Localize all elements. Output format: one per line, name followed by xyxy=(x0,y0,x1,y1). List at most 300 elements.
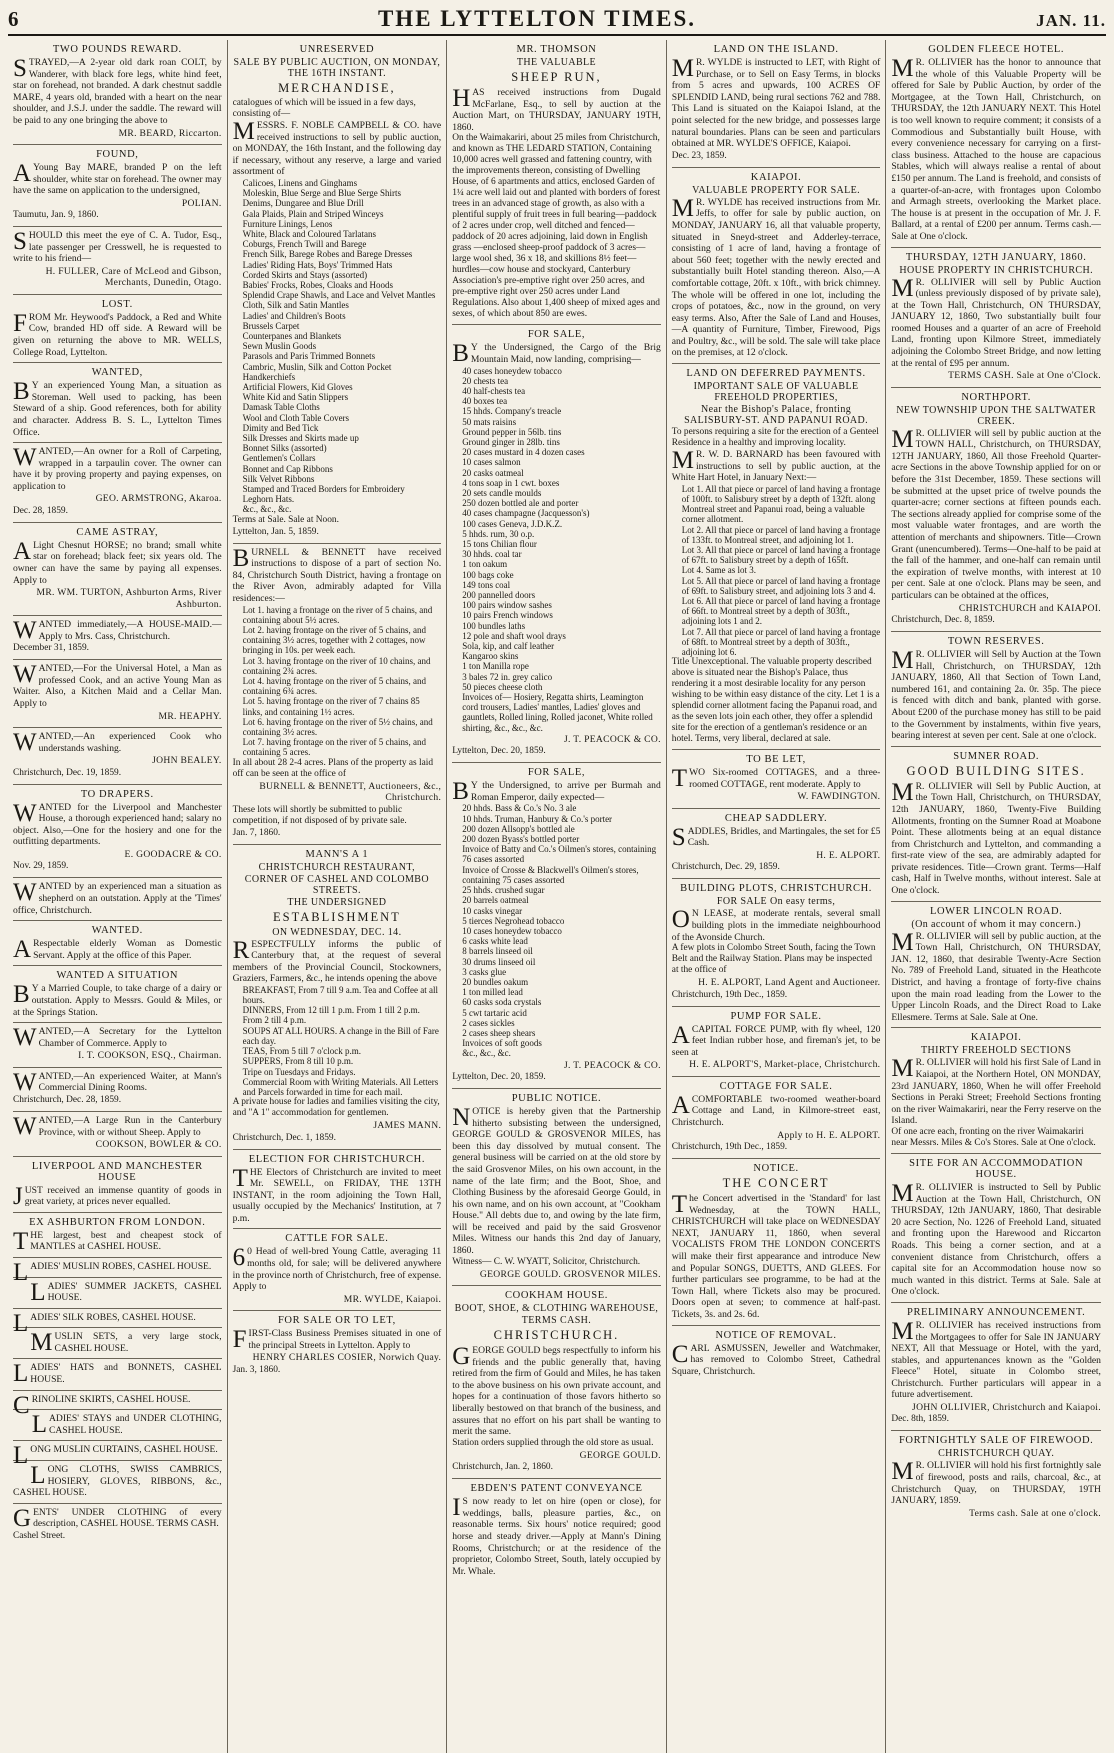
ad-body: THE Electors of Christchurch are invited to meet Mr. SEWELL, on FRIDAY, THE 13TH INSTANT, in the room adjoining the Town Hall, usually occupied by the Mechanics' Institution, at 7 p.m. xyxy=(232,1164,442,1224)
advertisement xyxy=(233,544,442,845)
ad-list-item: Lot 1. All that piece or parcel of land having a frontage of 100ft. to Salisbury street by a depth of 132ft. along Montreal street and Papanui road, being a valuable corner allotment. xyxy=(681,483,881,525)
ad-list-item: Calicoes, Linens and Ginghams xyxy=(242,177,358,188)
ad-list-item: 40 cases champagne (Jacquesson's) xyxy=(462,508,590,519)
masthead xyxy=(8,6,1106,36)
ad-date: Christchurch, Dec. 29, 1859. xyxy=(671,862,780,873)
ad-list-item: 20 casks oatmeal xyxy=(462,467,524,478)
ad-list-item: 3 bales 72 in. grey calico xyxy=(462,671,553,682)
ad-body: WANTED by an experienced man a situation as shepherd on an outstation. Apply at the 'Times' office, Christchurch. xyxy=(13,879,222,916)
advertisement xyxy=(891,1028,1101,1154)
ad-signature: BURNELL & BENNETT, Auctioneers, &c., Christchurch. xyxy=(259,780,442,804)
ad-body: WANTED immediately,—A HOUSE-MAID.—Apply to Mrs. Cass, Christchurch. xyxy=(13,617,222,645)
advertisement xyxy=(13,1504,222,1547)
advertisement xyxy=(672,809,881,880)
ad-heading: ELECTION FOR CHRISTCHURCH. xyxy=(248,1153,426,1165)
ad-body: WANTED,—A Secretary for the Lyttelton Chamber of Commerce. Apply to xyxy=(13,1024,222,1052)
ad-body: WANTED for the Liverpool and Manchester House, a thorough experienced hand; salary no object. Also,—One for the hosiery and one for the outfitting departments. xyxy=(13,799,222,848)
ad-date: Lyttelton, Dec. 20, 1859. xyxy=(452,1071,546,1082)
ad-list-item: Kangaroo skins xyxy=(462,651,519,662)
ad-date: Cashel Street. xyxy=(13,1531,66,1541)
page-number: 6 xyxy=(8,7,19,31)
ad-list-item: 6 casks white lead xyxy=(462,936,528,947)
ad-date: Lyttelton, Dec. 20, 1859. xyxy=(452,746,546,757)
advertisement xyxy=(13,1258,222,1286)
ad-note: These lots will shortly be submitted to public competition, if not disposed of by private sale. xyxy=(232,804,407,826)
ad-heading: NOTICE OF REMOVAL. xyxy=(715,1329,837,1341)
ad-list-item: Lot 2. All that piece or parcel of land having a frontage of 133ft. to Montreal street, and adjoining lot 1. xyxy=(681,524,881,545)
ad-body: THE largest, best and cheapest stock of MANTLES at CASHEL HOUSE. xyxy=(13,1227,222,1255)
ad-note: In all about 28 2-4 acres. Plans of the property as laid off can be seen at the office of xyxy=(232,757,434,779)
advertisement xyxy=(13,1157,222,1213)
ad-list-item: 200 dozen Byass's bottled porter xyxy=(462,834,580,845)
ad-body: ON LEASE, at moderate rentals, several small building plots in the immediate neighbourhood of the Avonside Church. xyxy=(671,906,881,943)
ad-list-item: 200 dozen Allsopp's bottled ale xyxy=(462,823,575,834)
ad-list-item: 5 tierces Negrohead tobacco xyxy=(462,915,565,926)
ad-subheading: Near the Bishop's Palace, fronting SALISBURY-ST. AND PAPANUI ROAD. xyxy=(684,404,869,427)
ad-heading: CATTLE FOR SALE. xyxy=(285,1233,389,1245)
ad-body: HAS received instructions from Dugald McFarlane, Esq., to sell by auction at the Auction Mart, on THURSDAY, JANUARY 19TH, 1860. xyxy=(452,85,661,133)
ad-body: GENTS' UNDER CLOTHING of every description, CASHEL HOUSE. TERMS CASH. xyxy=(13,1504,222,1532)
ad-list-item: 10 cases salmon xyxy=(462,457,521,468)
advertisement xyxy=(672,750,881,809)
ad-heading: BUILDING PLOTS, CHRISTCHURCH. xyxy=(680,883,872,895)
ad-list-item: Artificial Flowers, Kid Gloves xyxy=(242,382,353,393)
ad-display-line: THE CONCERT xyxy=(722,1176,830,1191)
ad-heading: KAIAPOI. xyxy=(970,1032,1022,1044)
ad-list-item: 4 tons soap in 1 cwt. boxes xyxy=(462,477,560,488)
advertisement xyxy=(13,1461,222,1504)
ad-date: Dec. 28, 1859. xyxy=(13,505,68,516)
ad-body: LADIES' SUMMER JACKETS, CASHEL HOUSE. xyxy=(30,1278,222,1306)
ad-signature: Apply to H. E. ALPORT. xyxy=(777,1129,881,1141)
ad-heading: FOR SALE OR TO LET, xyxy=(277,1315,396,1327)
ad-body: AYoung Bay MARE, branded P on the left shoulder, white star on forehead. The owner may have the same on application to the undersigned, xyxy=(13,159,222,197)
ad-heading: CHEAP SADDLERY. xyxy=(724,812,828,824)
ad-list-item: 1 ton Manilla rope xyxy=(462,661,529,672)
ad-list-item: 40 cases honeydew tobacco xyxy=(462,365,562,376)
ad-body: MR. WYLDE has received instructions from Mr. Jeffs, to offer for sale by public auction, on MONDAY, JANUARY 16, all that valuable property, situated in Sneyd-street and Adderley-terrace, consisting of 1 acre of land, having a frontage of about 560 feet; together with the newly erected and substantially built Hotel standing thereon. Also,—A comfortable cottage, 20ft. x 10ft., with brick chimney. The whole will be offered in one lot, including the crops of potatoes, &c., now in the ground, on very easy terms. Also, After the Sale of Land and Houses,—A quantity of Furniture, Timber, Firewood, Pigs and Poultry, &c., will be sold. The sale will take place on the premises, at 12 o'clock. xyxy=(671,194,881,359)
ad-list-item: 20 cases mustard in 4 dozen cases xyxy=(462,447,585,458)
ad-list-item: Lot 5. All that piece or parcel of land having a frontage of 69ft. to Salisbury street, and adjoining lots 3 and 4. xyxy=(681,575,881,596)
ad-signature: H. E. ALPORT, Land Agent and Auctioneer. xyxy=(698,977,881,989)
ad-date: Christchurch, Dec. 1, 1859. xyxy=(232,1132,336,1143)
ad-body: MR. OLLIVIER will sell by public auction at the TOWN HALL, Christchurch, on THURSDAY, 12TH JANUARY, 1860, All those Freehold Quarter-acre Sections in the above Township applied for on or before the 31st December, 1859. These sections will be submitted at the upset price of twelve pounds the quarter-acre; corner sections at fifteen pounds each. The sections already applied for comprise some of the most valuable water frontages, and are worth the attention of merchants and shipowners. Title—Crown Grant (unencumbered). Terms—One-half to be paid at the fall of the hammer, and one-half can remain until the expiration of twelve months, with interest at 10 per cent. Sale at one o'clock. Plans may be seen, and particulars can be obtained at the offices, xyxy=(891,425,1101,601)
ad-list-item: Ladies' and Children's Boots xyxy=(242,310,346,321)
advertisement xyxy=(672,1326,881,1382)
advertisement xyxy=(13,523,222,616)
ad-subheading: IMPORTANT SALE OF VALUABLE FREEHOLD PROPERTIES, xyxy=(693,381,859,404)
ad-list-item: Lot 1. having a frontage on the river of 5 chains, and containing about 5½ acres. xyxy=(242,604,433,625)
ad-note: Title Unexceptional. The valuable property described above is situated near the Bishop's Palace, thus rendering it a most desirable locality for any person wishing to be within easy distance of the city. Let 1 is a splendid corner allotment facing the Papanui road, and as the seven lots join each other, they offer a splendid site for the erection of a gentleman's residence or an hotel. Terms, very liberal, declared at sale. xyxy=(671,657,880,745)
ad-note: Witness— C. W. WYATT, Solicitor, Christchurch. xyxy=(452,1256,641,1267)
ad-heading: PRELIMINARY ANNOUNCEMENT. xyxy=(907,1306,1086,1318)
ad-list-item: Lot 2. having frontage on the river of 5 chains, and containing 3½ acres, together with 2 cottages, now bringing in 10s. per week each. xyxy=(242,625,427,656)
ad-note: On the Waimakariri, about 25 miles from Christchurch, and known as THE LEDARD STATION, Containing 10,000 acres well grassed and fattening country, with the improvements thereon, consisting of Dwelling House, of 6 apartments and attics, enclosed Garden of 1¼ acre well laid out and planted with borders of forest trees in an advanced stage of growth, as also with a plentiful supply of fruit trees in full bearing—paddock of 2 acres under crop, well ditched and fenced—paddock of 20 acres adjoining, laid down in English grass —enclosed sheep-proof paddock of 3 acres—large wool shed, 36 x 18, and skillions 8½ feet—hurdles—cow house and stockyard, Canterbury Association's pre-emptive right over 250 acres, and pre-emptive right over 250 acres under Land Regulations. Also about 1,400 sheep of mixed ages and sexes, of which about 850 are ewes. xyxy=(452,133,661,320)
ad-body: ARespectable elderly Woman as Domestic Servant. Apply at the office of this Paper. xyxy=(13,936,222,964)
ad-heading: NOTICE. xyxy=(753,1163,799,1175)
ad-list-item: &c., &c., &c. xyxy=(462,1048,511,1059)
ad-heading: WANTED. xyxy=(91,925,143,937)
ad-subheading: THE UNDERSIGNED xyxy=(287,896,387,908)
ad-list-item: Counterpanes and Blankets xyxy=(242,331,342,342)
ad-signature: MR. WM. TURTON, Ashburton Arms, River Ashburton. xyxy=(36,587,222,610)
ad-heading: TO DRAPERS. xyxy=(80,788,154,800)
ad-list-item: 100 bags coke xyxy=(462,569,514,580)
ad-subheading: CHRISTCHURCH RESTAURANT, xyxy=(258,861,416,873)
ad-body: STRAYED,—A 2-year old dark roan COLT, by Wanderer, with black fore legs, white hind feet, star on forehead, not branded. A dark chestnut saddle MARE, 4 years old, branded with a heart on the near shoulder, and J.S.J. under the saddle. The reward will be paid to any one bringing the above to xyxy=(13,55,222,126)
ad-heading: LAND ON DEFERRED PAYMENTS. xyxy=(686,368,866,380)
ad-list-item: Denims, Dungaree and Blue Drill xyxy=(242,198,364,209)
ad-note: Terms at Sale. Sale at Noon. xyxy=(232,514,339,525)
advertisement xyxy=(672,364,881,750)
ad-body: 60 Head of well-bred Young Cattle, averaging 11 months old, for sale; will be delivered anywhere in the province north of Christchurch, free of expense. Apply to xyxy=(232,1244,442,1293)
ad-body: SHOULD this meet the eye of C. A. Tudor, Esq., late passenger per Cresswell, he is requested to write to his friend— xyxy=(13,228,222,265)
ad-heading: LAND ON THE ISLAND. xyxy=(713,44,839,55)
ad-list-item: Lot 4. Same as lot 3. xyxy=(681,565,757,576)
ad-display-line: SHEEP RUN, xyxy=(511,70,602,84)
ad-heading: SITE FOR AN ACCOMMODATION HOUSE. xyxy=(909,1157,1084,1180)
ad-list-item: Wool and Cloth Table Covers xyxy=(242,412,350,423)
ad-body: MR. WYLDE is instructed to LET, with Right of Purchase, or to Sell on Easy Terms, in blocks from 5 acres and upwards, 100 ACRES OF SPLENDID LAND, being rural sections 762 and 788. This Land is situated on the Kaiapoi Island, at the point selected for the new bridge, and possesses large natural boundaries. Plans can be seen and particulars obtained at MR. WYLDE'S OFFICE, Kaiapoi. xyxy=(671,55,881,150)
ad-date: Christchurch, Dec. 19, 1859. xyxy=(13,767,122,778)
ad-list-item: 20 sets candle moulds xyxy=(462,488,542,498)
ad-list-item: Gentlemen's Collars xyxy=(242,453,316,464)
ad-list-item: 200 pannelled doors xyxy=(462,590,536,601)
ad-body: SADDLES, Bridles, and Martingales, the set for £5 Cash. xyxy=(671,823,881,851)
advertisement xyxy=(13,785,222,879)
ad-list-item: &c., &c., &c. xyxy=(242,504,292,515)
ad-body: MR. OLLIVIER has the honor to announce that the whole of this Valuable Property will be offered for Sale by Public Auction, by order of the Mortgagee, at the Town Hall, Christchurch, on THURSDAY, the 12th JANUARY NEXT. This Hotel is too well known to require comment; it consists of a Commodious and Substantially built House, with every convenience necessary for carrying on a first-class business. Attached to the house are capacious Stables, which will always realise a rental of about £150 per annum. The Land is freehold, and consists of a quarter-of-an-acre, with frontages upon Colombo and Armagh streets, overlooking the Market place. The house is at present in the occupation of Mr. J. F. Ballard, at a rental of £200 per annum. Terms cash.—Sale at One o'clock. xyxy=(891,55,1101,242)
ad-body: WANTED,—A Large Run in the Canterbury Province, with or without Sheep. Apply to xyxy=(13,1112,222,1140)
advertisement xyxy=(13,1309,222,1337)
ad-body: CRINOLINE SKIRTS, CASHEL HOUSE. xyxy=(13,1391,191,1419)
ad-list-item: 20 barrels oatmeal xyxy=(462,895,529,906)
ad-list-item: Coburgs, French Twill and Barege xyxy=(242,239,367,250)
ad-list-item: 15 tons Chilian flour xyxy=(462,539,537,550)
ad-signature: JOHN OLLIVIER, Christchurch and Kaiapoi. xyxy=(912,1402,1101,1414)
ad-date: Lyttelton, Jan. 5, 1859. xyxy=(232,526,319,537)
ad-list-item: Parasols and Paris Trimmed Bonnets xyxy=(242,351,376,362)
ad-body: BURNELL & BENNETT have received instructions to dispose of a part of section No. 84, Christchurch South District, having a frontage on the River Avon, admirably adapted for Villa residences:— xyxy=(232,544,442,605)
ad-list-item: Stamped and Traced Borders for Embroidery xyxy=(242,484,405,495)
ad-list-item: Invoice of Batty and Co.'s Oilmen's stores, containing 76 cases assorted xyxy=(462,844,657,865)
advertisement xyxy=(672,1077,881,1159)
issue-date: JAN. 11. xyxy=(1036,11,1106,30)
ad-list-item: White, Black and Coloured Tarlatans xyxy=(242,228,377,239)
ad-heading: TWO POUNDS REWARD. xyxy=(52,44,182,55)
ad-list-item: 20 hhds. Bass & Co.'s No. 3 ale xyxy=(462,803,577,814)
ad-heading: COOKHAM HOUSE. xyxy=(505,1290,608,1302)
ad-list-item: Lot 6. having frontage on the river of 5½ chains, and containing 3½ acres. xyxy=(242,716,433,738)
advertisement xyxy=(13,616,222,660)
ad-heading: PUMP FOR SALE. xyxy=(730,1010,822,1022)
ad-body: WANTED,—An experienced Cook who understands washing. xyxy=(13,729,222,757)
advertisement xyxy=(13,40,222,145)
advertisement xyxy=(452,1089,661,1286)
ad-date: Jan. 7, 1860. xyxy=(232,827,281,838)
ad-list-item: 2 cases sickles xyxy=(462,1017,515,1028)
ad-list-item: Ground ginger in 28lb. tins xyxy=(462,436,560,447)
ad-signature: H. E. ALPORT. xyxy=(816,850,881,862)
ad-list-item: Brussels Carpet xyxy=(242,320,300,331)
ad-body: GEORGE GOULD begs respectfully to inform his friends and the public generally that, having retired from the firm of Gould and Miles, he has taken to the above business on his own private account, and hopes for a continuation of those favors hitherto so liberally bestowed on that branch of the business, and assures that no effort on his part shall be wanting to merit the same. xyxy=(452,1343,661,1438)
ad-list-item: 250 dozen bottled ale and porter xyxy=(462,498,579,509)
ad-list-item: 100 cases Geneva, J.D.K.Z. xyxy=(462,518,563,529)
advertisement xyxy=(13,1068,222,1112)
ad-heading: LIVERPOOL AND MANCHESTER HOUSE xyxy=(31,1160,203,1183)
ad-body: WANTED,—An experienced Waiter, at Mann's Commercial Dining Rooms. xyxy=(13,1068,222,1096)
ad-signature: TERMS CASH. Sale at One o'Clock. xyxy=(948,370,1101,382)
ad-list-item: 149 tons coal xyxy=(462,579,511,590)
ad-list-item: Tripe on Tuesdays and Fridays. xyxy=(242,1066,356,1077)
ad-list-item: Commercial Room with Writing Materials. All Letters and Parcels forwarded in time for each mail. xyxy=(242,1076,439,1097)
ad-list-item: 40 boxes tea xyxy=(462,396,508,407)
ad-subheading: CORNER OF CASHEL AND COLOMBO STREETS. xyxy=(244,873,429,896)
ad-list-item: 30 hhds. coal tar xyxy=(462,549,522,560)
ad-list-item: BREAKFAST, From 7 till 9 a.m. Tea and Coffee at all hours. xyxy=(242,984,439,1006)
newspaper-title: THE LYTTELTON TIMES. xyxy=(377,6,697,31)
ad-list-item: Leghorn Hats. xyxy=(242,494,295,505)
ad-list-item: 100 bundles laths xyxy=(462,620,526,631)
ad-body: NOTICE is hereby given that the Partnership hitherto subsisting between the undersigned, GEORGE GOULD & GROSVENOR MILES, has been this day dissolved by mutual consent. The general business will be carried on at the old store by the said Grosvenor Miles, on his own account, in the name of the late firm; and the Boot, Shoe, and Clothing Business by the aforesaid George Gould, in his own name, and on his own account, at "Cookham House." All debts due to, and owing by the late firm, will be received and paid by the said Grosvenor Miles. Witness our hands this 2nd day of January, 1860. xyxy=(452,1103,661,1257)
ad-list-item: 5 cwt tartaric acid xyxy=(462,1007,527,1018)
ad-signature: GEO. ARMSTRONG, Akaroa. xyxy=(95,493,222,505)
ad-list-item: Lot 7. having frontage on the river of 5 chains, and containing 5 acres. xyxy=(242,737,427,758)
ad-note: Of one acre each, fronting on the river Waimakariri near Messrs. Miles & Co's Stores. Sale at One o'clock. xyxy=(891,1126,1096,1148)
advertisement xyxy=(233,1150,442,1230)
ad-signature: JOHN BEALEY. xyxy=(152,755,222,767)
ad-list-item: Dimity and Bed Tick xyxy=(242,422,319,433)
ad-heading: GOLDEN FLEECE HOTEL. xyxy=(928,44,1065,55)
advertisement xyxy=(13,878,222,921)
ad-list-item: 1 ton milled lead xyxy=(462,987,523,998)
ad-display-line: ESTABLISHMENT xyxy=(273,909,401,924)
ad-list-item: Sewn Muslin Goods xyxy=(242,341,317,352)
advertisement xyxy=(13,443,222,523)
advertisement xyxy=(13,295,222,363)
ad-signature: COOKSON, BOWLER & CO. xyxy=(95,1139,222,1151)
ad-heading: CAME ASTRAY, xyxy=(76,526,159,538)
advertisement xyxy=(891,388,1101,632)
column-4 xyxy=(667,40,887,1753)
ad-date: Christchurch, Jan. 2, 1860. xyxy=(452,1462,553,1473)
ad-date: December 31, 1859. xyxy=(13,643,90,654)
ad-list-item: Corded Skirts and Stays (assorted) xyxy=(242,269,368,280)
ad-list-item: 10 hhds. Truman, Hanbury & Co.'s porter xyxy=(462,813,613,824)
ad-heading: SUMNER ROAD. xyxy=(953,750,1040,762)
advertisement xyxy=(891,1431,1101,1524)
advertisement xyxy=(452,325,661,763)
ad-signature: MR. WYLDE, Kaiapoi. xyxy=(343,1293,442,1305)
ad-body: BY the Undersigned, the Cargo of the Brig Mountain Maid, now landing, comprising— xyxy=(452,340,661,368)
ad-list-item: 15 hhds. Company's treacle xyxy=(462,406,562,417)
ad-list-item: 100 pairs window sashes xyxy=(462,600,552,611)
ad-body: WANTED,—For the Universal Hotel, a Man as professed Cook, and an active Young Man as Waiter. Also, a Kitchen Maid and a Cellar Man. Apply to xyxy=(13,661,222,710)
ad-signature: HENRY CHARLES COSIER, Norwich Quay. xyxy=(252,1352,442,1364)
ad-body: BY a Married Couple, to take charge of a dairy or outstation. Apply to Messrs. Gould & Miles, or at the Springs Station. xyxy=(13,981,222,1018)
ad-list-item: 8 barrels linseed oil xyxy=(462,946,533,957)
advertisement xyxy=(13,1391,222,1419)
ad-list-item: Silk Dresses and Skirts made up xyxy=(242,433,359,444)
column-3 xyxy=(447,40,667,1753)
ad-list-item: 50 mats raisins xyxy=(462,416,517,427)
ad-subheading: HOUSE PROPERTY IN CHRISTCHURCH. xyxy=(899,264,1094,276)
ad-signature: J. T. PEACOCK & CO. xyxy=(564,733,661,745)
ad-body: FROM Mr. Heywood's Paddock, a Red and White Cow, branded HD off side. A Reward will be given on returning the above to MR. WELLS, College Road, Lyttelton. xyxy=(13,309,222,358)
advertisement xyxy=(452,40,661,325)
ad-list-item: Ladies' Riding Hats, Boys' Trimmed Hats xyxy=(242,259,393,270)
ad-signature: W. FAWDINGTON. xyxy=(797,791,881,803)
ad-body: WANTED,—An owner for a Roll of Carpeting, wrapped in a tarpaulin cover. The owner can have it by proving property and paying expenses, on application to xyxy=(13,444,222,492)
ad-note: A private house for ladies and families visiting the city, and "A 1" accommodation for gentlemen. xyxy=(232,1097,440,1119)
ad-body: TWO Six-roomed COTTAGES, and a three-roomed COTTAGE, rent moderate. Apply to xyxy=(671,765,881,793)
advertisement xyxy=(891,40,1101,248)
column-5 xyxy=(886,40,1106,1753)
ad-list-item: 10 casks vinegar xyxy=(462,905,523,916)
ad-display-line: CHRISTCHURCH. xyxy=(493,1328,620,1343)
advertisement xyxy=(452,763,661,1089)
advertisement xyxy=(13,1213,222,1258)
ad-list-item: 30 drums linseed oil xyxy=(462,956,536,967)
ad-body: LONG MUSLIN CURTAINS, CASHEL HOUSE. xyxy=(13,1442,218,1470)
ad-note: A few plots in Colombo Street South, facing the Town Belt and the Railway Station. Plans may be inspected at the office of xyxy=(671,943,876,976)
ad-list-item: 5 hhds. rum, 30 o.p. xyxy=(462,528,535,539)
ad-heading: KAIAPOI. xyxy=(750,171,802,183)
ad-subheading: THIRTY FREEHOLD SECTIONS xyxy=(921,1045,1072,1057)
advertisement xyxy=(13,1359,222,1390)
ad-signature: I. T. COOKSON, ESQ., Chairman. xyxy=(78,1050,222,1062)
ad-list-item: Bonnet and Cap Ribbons xyxy=(242,463,333,474)
ad-list-item: 20 bundles oakum xyxy=(462,976,529,987)
ad-date: Christchurch, 19th Dec., 1859. xyxy=(671,989,788,1000)
ad-heading: WANTED, xyxy=(91,367,143,379)
ad-heading: LOST. xyxy=(101,298,133,310)
ad-display-line: MERCHANDISE, xyxy=(278,81,396,95)
ad-heading: MR. THOMSON xyxy=(516,44,597,55)
advertisement xyxy=(891,632,1101,747)
column-1 xyxy=(8,40,228,1753)
ad-list-item: White Kid and Satin Slippers xyxy=(242,392,349,403)
column-2 xyxy=(228,40,448,1753)
ad-list-item: Sola, kip, and calf leather xyxy=(462,641,555,652)
ad-heading: FOR SALE, xyxy=(527,329,586,341)
ad-subheading: CHRISTCHURCH QUAY. xyxy=(938,1448,1055,1460)
advertisement xyxy=(13,227,222,295)
advertisement xyxy=(13,1112,222,1157)
ad-body: ACAPITAL FORCE PUMP, with fly wheel, 120 feet Indian rubber hose, and fireman's jet, to be seen at xyxy=(671,1021,881,1058)
ad-heading: TOWN RESERVES. xyxy=(947,635,1045,647)
ad-heading: FORTNIGHTLY SALE OF FIREWOOD. xyxy=(898,1435,1094,1447)
advertisement xyxy=(891,1303,1101,1432)
advertisement xyxy=(672,168,881,364)
ad-body: LONG CLOTHS, SWISS CAMBRICS, HOSIERY, GLOVES, RIBBONS, &c., CASHEL HOUSE. xyxy=(13,1462,222,1499)
ad-list-item: Cambric, Muslin, Silk and Cotton Pocket Handkerchiefs xyxy=(242,361,392,382)
advertisement xyxy=(891,1154,1101,1303)
ad-list-item: 50 pieces cheese cloth xyxy=(462,681,543,692)
ad-list-item: French Silk, Barege Robes and Barege Dresses xyxy=(242,249,413,260)
ad-signature: J. T. PEACOCK & CO. xyxy=(564,1059,661,1071)
ad-heading: PUBLIC NOTICE. xyxy=(511,1092,602,1104)
ad-list-item: Lot 4. having frontage on the river of 5 chains, and containing 6¾ acres. xyxy=(242,676,427,697)
ad-list-item: 40 half-chests tea xyxy=(462,385,526,396)
ad-date: Christchurch, 19th Dec., 1859. xyxy=(671,1142,788,1153)
ad-date: Christchurch, Dec. 8, 1859. xyxy=(891,614,995,625)
ad-body: MR. OLLIVIER will Sell by Auction at the Town Hall, Christchurch, on THURSDAY, 12th JANUARY, 1860, All that Section of Town Land, numbered 161, and containing 2a. 0r. 35p. The piece is fenced with ditch and bank, planted with gorse. About £200 of the purchase money has still to be paid to the Government by instalments, within five years, bearing interest at seven per cent. Sale at one o'clock. xyxy=(891,646,1101,742)
advertisement xyxy=(672,40,881,168)
ad-list-item: Lot 3. having frontage on the river of 10 chains, and containing 2¾ acres. xyxy=(242,655,431,676)
ad-list-item: Furniture Linings, Lenos xyxy=(242,218,333,229)
ad-list-item: 2 cases sheep shears xyxy=(462,1027,536,1038)
ad-list-item: Cloth, Silk and Satin Mantles xyxy=(242,300,349,311)
ad-heading: TO BE LET, xyxy=(746,754,806,766)
advertisement xyxy=(891,902,1101,1029)
ad-list-item: Bonnet Silks (assorted) xyxy=(242,443,327,454)
ad-body: LADIES' HATS and BONNETS, CASHEL HOUSE. xyxy=(13,1360,222,1388)
ad-date: Taumutu, Jan. 9, 1860. xyxy=(13,210,99,221)
ad-body: MR. OLLIVIER will Sell by Public Auction, at the Town Hall, Christchurch, on THURSDAY, 12th JANUARY, 1860, Twenty-Five Building Allotments, fronting on the Sumner Road at Moabone Point. These allotments being at an equal distance from Christchurch and Lyttelton, and commanding a first-rate view of the sea, are admirably adapted for private residences. Title—Crown grant. Terms—Half cash, Half in Twelve months, without interest. Sale at One o'clock. xyxy=(891,778,1101,897)
ad-body: JUST received an immense quantity of goods in great variety, at prices never equalled. xyxy=(13,1182,222,1210)
ad-subheading: BOOT, SHOE, & CLOTHING WAREHOUSE, xyxy=(454,1303,659,1315)
ad-subheading: (On account of whom it may concern.) xyxy=(911,918,1081,930)
ad-body: LADIES' SILK ROBES, CASHEL HOUSE. xyxy=(13,1309,196,1337)
ad-signature: E. GOODACRE & CO. xyxy=(124,849,222,860)
ad-signature: MR. BEARD, Riccarton. xyxy=(118,127,222,139)
advertisement xyxy=(452,1286,661,1479)
ad-list-item: Invoices of soft goods xyxy=(462,1038,542,1049)
ad-heading: FOR SALE, xyxy=(527,767,586,779)
advertisement xyxy=(13,1328,222,1359)
ad-body: BY the Undersigned, to arrive per Burmah and Roman Emperor, daily expected— xyxy=(452,778,661,806)
ad-body: LADIES' MUSLIN ROBES, CASHEL HOUSE. xyxy=(13,1258,212,1286)
ad-date: Dec. 23, 1859. xyxy=(671,150,727,161)
ad-list-item: 1 ton oakum xyxy=(462,559,508,570)
ad-body: IS now ready to let on hire (open or close), for weddings, balls, pleasure parties, &c., on reasonable terms. Six hours' notice required; good horse and steady driver.—Apply at Mann's Dining Rooms, Christchurch; or at the residence of the proprietor, Colombo Street, South, lately occupied by Mr. Whale. xyxy=(452,1494,661,1577)
ad-list-item: Invoices of— Hosiery, Regatta shirts, Leamington cord trousers, Ladies' mantles, Ladies' gloves and gauntlets, Rolled lining, Rolled jaconet, White rolled shirting, &c., &c., &c. xyxy=(462,692,653,733)
ad-body: MR. OLLIVIER will sell by public auction, at the Town Hall, Christchurch, ON THURSDAY, JAN. 12, 1860, that desirable Twenty-Acre Section No. 789 of Freehold Land, situated in the Heathcote District, and having a frontage of forty-five chains upon the main road leading from the Lower to the Upper Lincoln Roads, and the Direct Road to Lake Ellesmere. Terms at Sale. Sale at One. xyxy=(891,928,1101,1023)
ad-heading: WANTED A SITUATION xyxy=(56,970,179,982)
ad-list-item: 10 cases honeydew tobacco xyxy=(462,925,562,936)
ad-list-item: SUPPERS, From 8 till 10 p.m. xyxy=(242,1056,354,1067)
advertisement xyxy=(13,1278,222,1309)
ad-heading: COTTAGE FOR SALE. xyxy=(719,1080,833,1092)
ad-body: LADIES' STAYS and UNDER CLOTHING, CASHEL HOUSE. xyxy=(31,1411,222,1439)
ad-list-item: Damask Table Cloths xyxy=(242,402,320,413)
ad-subheading: SALE BY PUBLIC AUCTION, ON MONDAY, THE 16TH INSTANT. xyxy=(233,57,441,79)
ad-signature: H. E. ALPORT'S, Market-place, Christchurch. xyxy=(689,1059,881,1071)
ad-signature: POLIAN. xyxy=(181,197,222,209)
advertisement xyxy=(13,363,222,443)
advertisement xyxy=(13,728,222,785)
ad-list-item: Lot 5. having frontage on the river of 7 chains 85 links, and containing 1½ acres. xyxy=(242,696,420,717)
ad-list-item: Lot 7. All that piece or parcel of land having a frontage of 68ft. to Montreal street by a depth of 303ft., adjoining lot 6. xyxy=(681,626,881,658)
ad-list-item: TEAS, From 5 till 7 o'clock p.m. xyxy=(242,1046,361,1057)
advertisement xyxy=(452,1479,661,1581)
advertisement xyxy=(672,1007,881,1077)
ad-list-item: Lot 3. All that piece or parcel of land having a frontage of 67ft. to Salisbury street by a depth of 165ft. xyxy=(681,545,881,566)
ad-signature: MR. HEAPHY. xyxy=(158,710,222,722)
ad-body: ACOMFORTABLE two-roomed weather-board Cottage and Land, in Kilmore-street east, Christchurch. xyxy=(671,1091,881,1129)
ad-subheading: FOR SALE On easy terms, xyxy=(716,896,836,908)
ad-signature: GEORGE GOULD. xyxy=(579,1449,661,1461)
ad-heading: MANN'S A 1 xyxy=(305,848,369,860)
ad-display-line: GOOD BUILDING SITES. xyxy=(906,763,1086,778)
ad-signature: JAMES MANN. xyxy=(373,1120,442,1132)
ad-body: BY an experienced Young Man, a situation as Storeman. Well used to packing, has been Steward of a ship. Good references, both for ability and character. Address B. S. L., Lyttelton Times Office. xyxy=(13,378,222,438)
ad-subheading: ON WEDNESDAY, DEC. 14. xyxy=(272,926,402,938)
advertisement xyxy=(891,248,1101,388)
advertisement xyxy=(13,145,222,227)
advertisement xyxy=(13,1410,222,1441)
